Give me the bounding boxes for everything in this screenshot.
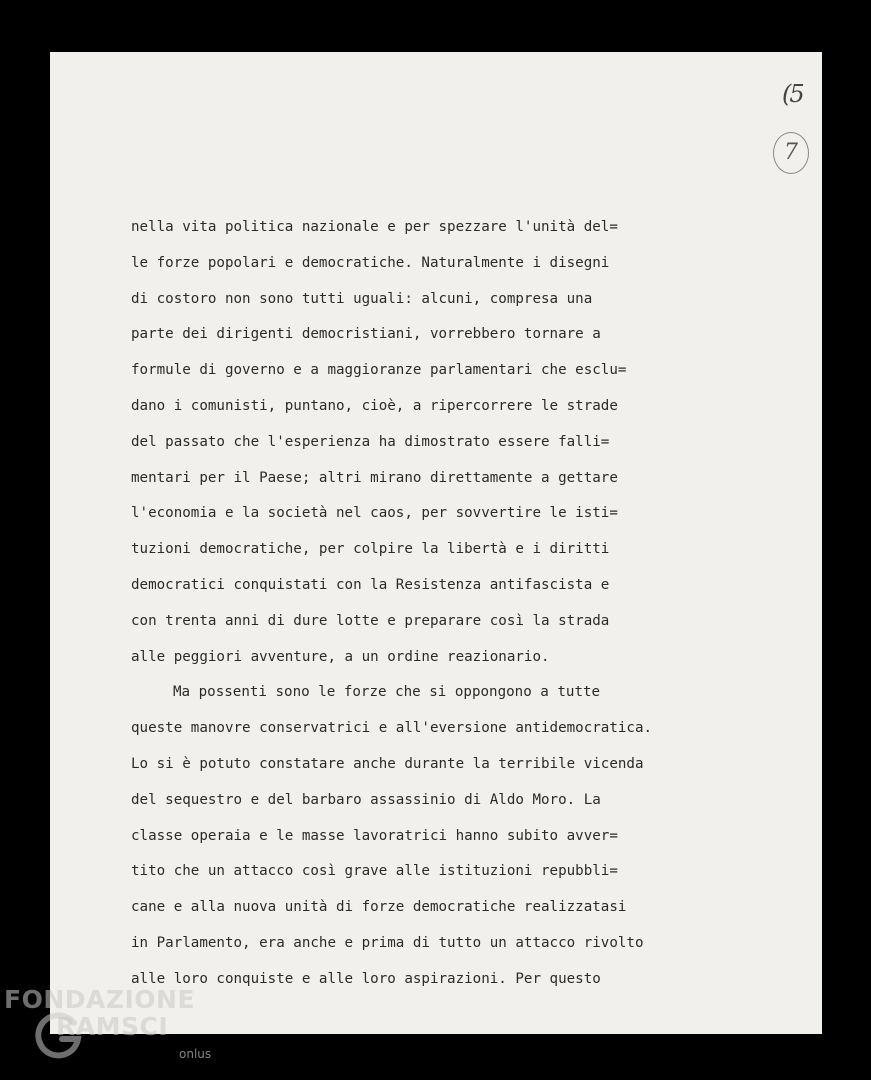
text-line: cane e alla nuova unità di forze democratiche realizzatasi xyxy=(131,899,627,916)
text-line: tuzioni democratiche, per colpire la libertà e i diritti xyxy=(131,541,610,558)
text-line: nella vita politica nazionale e per spezzare l'unità del= xyxy=(131,219,618,235)
text-line: alle loro conquiste e alle loro aspirazioni. Per questo xyxy=(131,970,601,987)
text-line: di costoro non sono tutti uguali: alcuni, compresa una xyxy=(131,290,593,307)
text-line: in Parlamento, era anche e prima di tutto un attacco rivolto xyxy=(131,934,644,951)
watermark-line-2: RAMSCI xyxy=(56,1012,169,1041)
text-line: con trenta anni di dure lotte e preparare così la strada xyxy=(131,612,610,629)
text-line: mentari per il Paese; altri mirano direttamente a gettare xyxy=(131,469,618,486)
text-line: Lo si è potuto constatare anche durante la terribile vicenda xyxy=(131,755,644,772)
text-line: l'economia e la società nel caos, per sovvertire le isti= xyxy=(131,505,618,522)
text-line: le forze popolari e democratiche. Naturalmente i disegni xyxy=(131,254,610,271)
watermark-line-3: onlus xyxy=(179,1047,212,1061)
watermark-line-1: FONDAZIONE xyxy=(4,985,196,1014)
text-line: Ma possenti sono le forze che si oppongono a tutte xyxy=(173,684,601,701)
body-text xyxy=(131,210,791,998)
text-line: classe operaia e le masse lavoratrici hanno subito avver= xyxy=(131,827,618,844)
text-line: del sequestro e del barbaro assassinio di Aldo Moro. La xyxy=(131,791,601,808)
text-line: democratici conquistati con la Resistenza antifascista e xyxy=(131,576,610,593)
typewritten-page xyxy=(50,52,822,1034)
fondazione-gramsci-watermark xyxy=(4,985,234,1077)
text-line: tito che un attacco così grave alle istituzioni repubbli= xyxy=(131,863,618,880)
text-line: del passato che l'esperienza ha dimostrato essere falli= xyxy=(131,433,610,450)
text-line: parte dei dirigenti democristiani, vorrebbero tornare a xyxy=(131,326,601,343)
text-line: dano i comunisti, puntano, cioè, a ripercorrere le strade xyxy=(131,397,618,414)
text-line: queste manovre conservatrici e all'eversione antidemocratica. xyxy=(131,720,653,737)
circled-page-number: 7 xyxy=(773,132,809,174)
text-line: formule di governo e a maggioranze parlamentari che esclu= xyxy=(131,362,627,379)
text-line: alle peggiori avventure, a un ordine reazionario. xyxy=(131,648,550,665)
page-number-annotation: (5 xyxy=(782,80,803,108)
